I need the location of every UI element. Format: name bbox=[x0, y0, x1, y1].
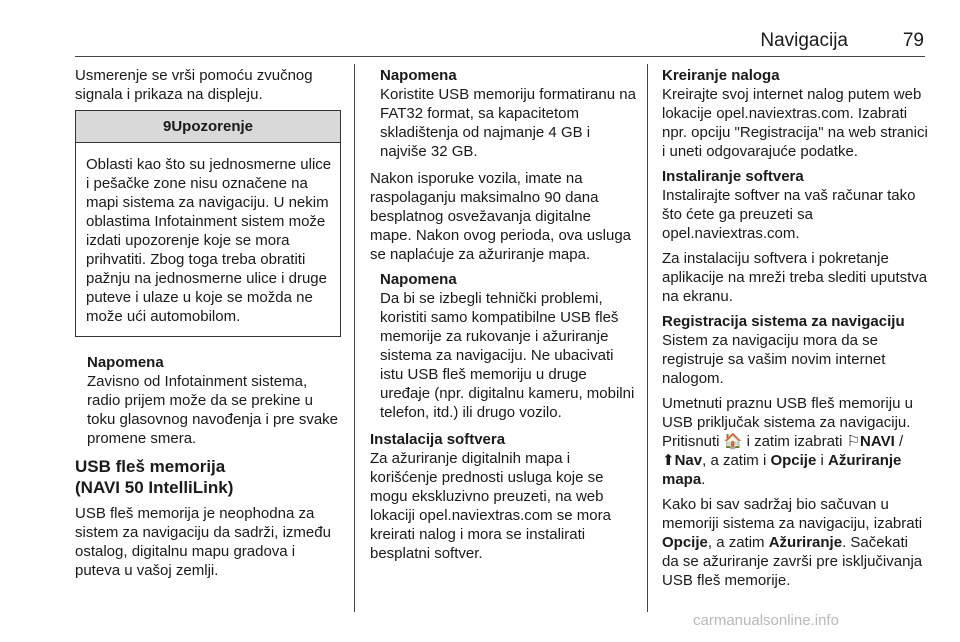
navi-label: NAVI bbox=[860, 433, 895, 450]
software-install-heading: Instalacija softvera bbox=[370, 431, 506, 448]
warning-icon: 9 bbox=[162, 118, 172, 135]
and-word: i bbox=[820, 452, 824, 469]
warning-text: Oblasti kao što su jednosmerne ulice i pešačke zone nisu označene na mapi sistema za navigaciju. U nekim oblastima Infotainment sistem može izdati upozorenje koje se mora prihvatiti. Zbog toga treba obratiti pažnju na jednosmerne ulice i druge puteve i ulaze u koje se možda ne može ući automobilom. bbox=[86, 156, 332, 325]
create-account-text: Kreirajte svoj internet nalog putem web lokacije opel.naviextras.com. Izabrati npr. opciju "Registracija" na web stranici i uneti odgovarajuće podatke. bbox=[662, 86, 928, 160]
opcije-label-2: Opcije bbox=[662, 534, 708, 551]
section-heading-line-1: USB fleš memorija bbox=[75, 457, 226, 476]
warning-box bbox=[75, 110, 341, 337]
watermark: carmanualsonline.info bbox=[693, 612, 839, 629]
install-software-text: Instalirajte softver na vaš računar tako što ćete ga preuzeti sa opel.naviextras.com. bbox=[662, 187, 916, 242]
map-updates-text: Nakon isporuke vozila, imate na raspolaganju maksimalno 90 dana besplatnog osvežavanja digitalne mape. Nakon ovog perioda, ova usluga se naplaćuje za ažuriranje mapa. bbox=[370, 170, 632, 263]
column-1 bbox=[75, 66, 341, 586]
instruction-part: , a zatim bbox=[707, 534, 765, 551]
note-text: Zavisno od Infotainment sistema, radio prijem može da se prekine u toku glasovnog navođenja i pre svake promene smera. bbox=[87, 373, 339, 447]
section-heading-line-2: (NAVI 50 IntelliLink) bbox=[75, 478, 234, 497]
page-number: 79 bbox=[902, 30, 924, 51]
column-divider-1 bbox=[354, 64, 355, 612]
slash-separator: / bbox=[898, 433, 904, 450]
instruction-part: Umetnuti praznu USB fleš memoriju u USB priključak sistema za navigaciju. Pritisnuti bbox=[662, 395, 913, 450]
column-3 bbox=[662, 66, 928, 596]
intro-text: Usmerenje se vrši pomoću zvučnog signala i prikaza na displeju. bbox=[75, 67, 313, 103]
install-software-text-2: Za instalaciju softvera i pokretanje aplikacije na mreži treba slediti uputstva na ekranu. bbox=[662, 250, 928, 305]
install-software-heading: Instaliranje softvera bbox=[662, 168, 804, 185]
register-system-heading: Registracija sistema za navigaciju bbox=[662, 313, 905, 330]
instruction-part: . Sačekati da se ažuriranje završi pre isključivanja USB fleš memorije. bbox=[662, 534, 923, 589]
chapter-title: Navigacija bbox=[760, 30, 848, 51]
save-content-instructions bbox=[662, 495, 928, 590]
opcije-label: Opcije bbox=[770, 452, 817, 469]
navigation-arrow-icon: ⬆ bbox=[662, 452, 675, 469]
period: . bbox=[701, 471, 706, 488]
header-rule bbox=[75, 56, 925, 57]
create-account-heading: Kreiranje naloga bbox=[662, 67, 780, 84]
register-system-text: Sistem za navigaciju mora da se registruje sa vašim novim internet nalogom. bbox=[662, 332, 886, 387]
azuriranje-mapa-label: Ažuriranje mapa bbox=[662, 452, 902, 488]
section-text: USB fleš memorija je neophodna za sistem za navigaciju da sadrži, između ostalog, digitalnu mapu gradova i puteva u vašoj zemlji. bbox=[75, 505, 331, 579]
instruction-part: Kako bi sav sadržaj bio sačuvan u memoriji sistema za navigaciju, izabrati bbox=[662, 496, 923, 532]
note-heading: Napomena bbox=[380, 271, 457, 288]
azuriranje-label: Ažuriranje bbox=[768, 534, 843, 551]
instruction-part: , a zatim i bbox=[702, 452, 767, 469]
warning-title: Upozorenje bbox=[171, 118, 254, 135]
home-icon: 🏠 bbox=[723, 433, 743, 450]
note-heading: Napomena bbox=[380, 67, 457, 84]
column-2 bbox=[370, 66, 636, 569]
flag-icon: ⚐ bbox=[846, 433, 861, 450]
note-text: Da bi se izbegli tehnički problemi, koristiti samo kompatibilne USB fleš memorije za rukovanje i ažuriranje sistema za navigaciju. Ne ubacivati istu USB fleš memoriju u druge uređaje (npr. digitalnu kameru, mobilni telefon, itd.) ili drugo vozilo. bbox=[380, 290, 635, 421]
usb-insert-instructions bbox=[662, 394, 928, 489]
instruction-part: i zatim izabrati bbox=[746, 433, 843, 450]
note-text: Koristite USB memoriju formatiranu na FAT32 format, sa kapacitetom skladištenja od najmanje 4 GB i najviše 32 GB. bbox=[380, 86, 636, 160]
software-install-text: Za ažuriranje digitalnih mapa i korišćenje prednosti usluga koje se mogu ekskluzivno preuzeti, na web lokaciji opel.naviextras.com se mora kreirati nalog i mora se instalirati besplatni softver. bbox=[370, 450, 611, 562]
note-fat32 bbox=[380, 66, 636, 161]
note-heading: Napomena bbox=[87, 354, 164, 371]
column-divider-2 bbox=[647, 64, 648, 612]
nav-label: Nav bbox=[674, 452, 703, 469]
note bbox=[87, 353, 341, 448]
warning-header bbox=[76, 111, 340, 143]
section-heading bbox=[75, 456, 341, 498]
note-compatibility bbox=[380, 270, 636, 422]
